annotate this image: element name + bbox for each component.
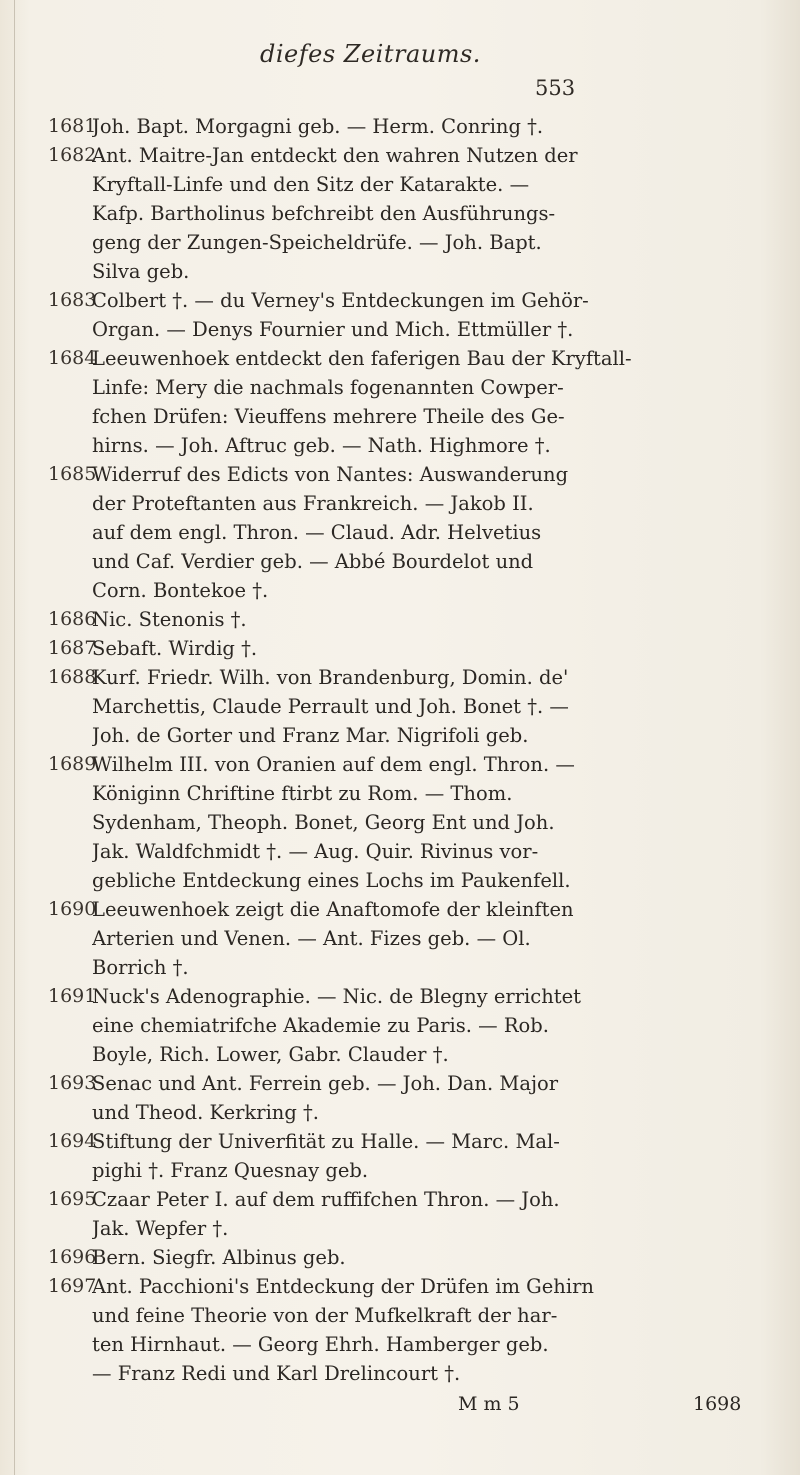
entry-year: 1685: [48, 463, 97, 485]
entry-text-line: Arterien und Venen. — Ant. Fizes geb. — Ol.: [92, 927, 531, 950]
chronology-entry: [0, 1272, 800, 1388]
entry-text-line: Boyle, Rich. Lower, Gabr. Clauder †.: [92, 1043, 449, 1066]
entry-text-line: Kryftall-Linfe und den Sitz der Katarakte. —: [92, 173, 530, 196]
chronology-entry: [0, 141, 800, 286]
chronology-entries: [0, 112, 800, 1388]
entry-year: 1690: [48, 898, 97, 920]
chronology-entry: [0, 634, 800, 663]
catchword: 1698: [693, 1393, 742, 1415]
entry-text: [92, 634, 800, 663]
entry-text-line: pighi †. Franz Quesnay geb.: [92, 1159, 369, 1182]
entry-year: 1694: [48, 1130, 97, 1152]
entry-text: [92, 895, 800, 982]
entry-text: [92, 1272, 800, 1388]
entry-year: 1683: [48, 289, 97, 311]
entry-text: [92, 141, 800, 286]
running-title: diefes Zeitraums.: [260, 40, 481, 68]
entry-text-line: eine chemiatrifche Akademie zu Paris. — Rob.: [92, 1014, 549, 1037]
entry-text-line: Nic. Stenonis †.: [92, 608, 247, 631]
entry-text: [92, 605, 800, 634]
chronology-entry: [0, 750, 800, 895]
chronology-entry: [0, 460, 800, 605]
entry-text-line: Widerruf des Edicts von Nantes: Auswanderung: [92, 463, 569, 486]
chronology-entry: [0, 982, 800, 1069]
entry-text-line: hirns. — Joh. Aftruc geb. — Nath. Highmore †.: [92, 434, 551, 457]
entry-text: [92, 1185, 800, 1243]
page-footer: [0, 1393, 800, 1423]
entry-text: [92, 982, 800, 1069]
entry-text-line: Wilhelm III. von Oranien auf dem engl. Thron. —: [92, 753, 575, 776]
entry-year: 1696: [48, 1246, 97, 1268]
entry-year: 1695: [48, 1188, 97, 1210]
chronology-entry: [0, 1243, 800, 1272]
entry-text-line: Sebaft. Wirdig †.: [92, 637, 258, 660]
entry-text-line: Senac und Ant. Ferrein geb. — Joh. Dan. Major: [92, 1072, 559, 1095]
entry-text-line: Sydenham, Theoph. Bonet, Georg Ent und Joh.: [92, 811, 555, 834]
entry-text-line: Leeuwenhoek entdeckt den faferigen Bau der Kryftall-: [92, 347, 632, 370]
entry-text-line: und Caf. Verdier geb. — Abbé Bourdelot und: [92, 550, 534, 573]
entry-text-line: fchen Drüfen: Vieuffens mehrere Theile des Ge-: [92, 405, 565, 428]
chronology-entry: [0, 895, 800, 982]
entry-year: 1684: [48, 347, 97, 369]
entry-text-line: Organ. — Denys Fournier und Mich. Ettmüller †.: [92, 318, 574, 341]
entry-year: 1691: [48, 985, 97, 1007]
chronology-entry: [0, 1069, 800, 1127]
chronology-entry: [0, 663, 800, 750]
entry-text: [92, 1127, 800, 1185]
entry-text-line: Ant. Pacchioni's Entdeckung der Drüfen im Gehirn: [92, 1275, 594, 1298]
entry-text-line: Ant. Maitre-Jan entdeckt den wahren Nutzen der: [92, 144, 578, 167]
entry-text-line: der Proteftanten aus Frankreich. — Jakob II.: [92, 492, 534, 515]
entry-text-line: Czaar Peter I. auf dem ruffifchen Thron. — Joh.: [92, 1188, 560, 1211]
entry-year: 1686: [48, 608, 97, 630]
entry-text: [92, 1069, 800, 1127]
entry-text: [92, 663, 800, 750]
entry-text: [92, 1243, 800, 1272]
entry-text-line: Joh. Bapt. Morgagni geb. — Herm. Conring †.: [92, 115, 544, 138]
entry-year: 1682: [48, 144, 97, 166]
entry-text-line: geng der Zungen-Speicheldrüfe. — Joh. Bapt.: [92, 231, 542, 254]
entry-text-line: Borrich †.: [92, 956, 189, 979]
entry-text-line: gebliche Entdeckung eines Lochs im Paukenfell.: [92, 869, 571, 892]
entry-text-line: Jak. Wepfer †.: [92, 1217, 229, 1240]
entry-text-line: Corn. Bontekoe †.: [92, 579, 269, 602]
entry-text-line: Colbert †. — du Verney's Entdeckungen im Gehör-: [92, 289, 589, 312]
entry-text: [92, 344, 800, 460]
entry-year: 1681: [48, 115, 97, 137]
entry-text-line: — Franz Redi und Karl Drelincourt †.: [92, 1362, 461, 1385]
entry-text-line: auf dem engl. Thron. — Claud. Adr. Helvetius: [92, 521, 542, 544]
entry-year: 1687: [48, 637, 97, 659]
entry-text-line: Leeuwenhoek zeigt die Anaftomofe der kleinften: [92, 898, 574, 921]
entry-text: [92, 286, 800, 344]
entry-text-line: Kafp. Bartholinus befchreibt den Ausführungs-: [92, 202, 556, 225]
entry-year: 1688: [48, 666, 97, 688]
signature-mark: M m 5: [458, 1393, 520, 1415]
entry-text: [92, 460, 800, 605]
entry-text-line: Marchettis, Claude Perrault und Joh. Bonet †. —: [92, 695, 569, 718]
entry-text-line: Silva geb.: [92, 260, 190, 283]
entry-text: [92, 112, 800, 141]
entry-text-line: Linfe: Mery die nachmals fogenannten Cowper-: [92, 376, 564, 399]
chronology-entry: [0, 605, 800, 634]
entry-year: 1697: [48, 1275, 97, 1297]
page-number: 553: [535, 76, 576, 100]
entry-text-line: Bern. Siegfr. Albinus geb.: [92, 1246, 346, 1269]
chronology-entry: [0, 112, 800, 141]
entry-text: [92, 750, 800, 895]
chronology-entry: [0, 1185, 800, 1243]
entry-text-line: Königinn Chriftine ftirbt zu Rom. — Thom.: [92, 782, 513, 805]
entry-text-line: und Theod. Kerkring †.: [92, 1101, 319, 1124]
entry-text-line: Stiftung der Univerfität zu Halle. — Marc. Mal-: [92, 1130, 560, 1153]
chronology-entry: [0, 344, 800, 460]
entry-text-line: Nuck's Adenographie. — Nic. de Blegny errichtet: [92, 985, 581, 1008]
entry-year: 1693: [48, 1072, 97, 1094]
chronology-entry: [0, 1127, 800, 1185]
chronology-entry: [0, 286, 800, 344]
entry-year: 1689: [48, 753, 97, 775]
entry-text-line: und feine Theorie von der Mufkelkraft der har-: [92, 1304, 558, 1327]
entry-text-line: Jak. Waldfchmidt †. — Aug. Quir. Rivinus vor-: [92, 840, 539, 863]
entry-text-line: Joh. de Gorter und Franz Mar. Nigrifoli geb.: [92, 724, 529, 747]
entry-text-line: Kurf. Friedr. Wilh. von Brandenburg, Domin. de': [92, 666, 569, 689]
entry-text-line: ten Hirnhaut. — Georg Ehrh. Hamberger geb.: [92, 1333, 549, 1356]
